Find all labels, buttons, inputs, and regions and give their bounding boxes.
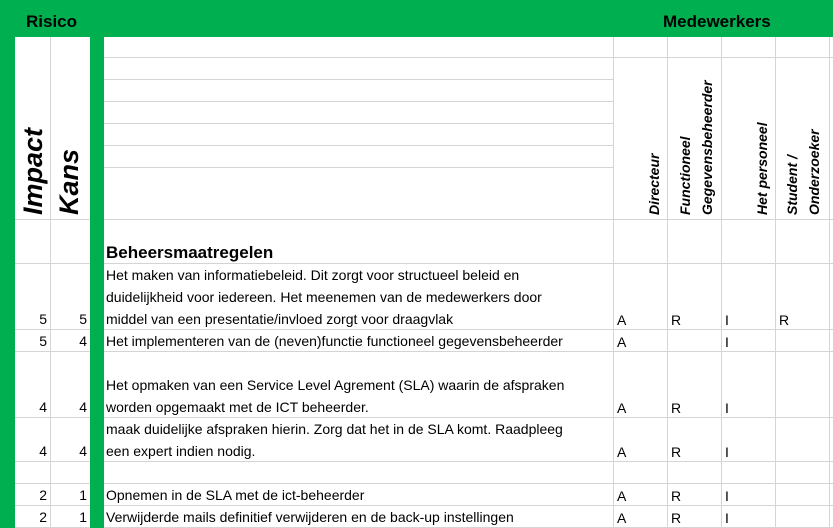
kans-value: 1: [79, 487, 87, 503]
role-header-student: Student /: [784, 155, 800, 215]
raci-functioneel: R: [671, 488, 682, 504]
impact-value: 2: [39, 509, 47, 525]
raci-personeel: I: [725, 334, 729, 350]
section-title: Beheersmaatregelen: [106, 243, 274, 262]
impact-value: 4: [39, 399, 47, 415]
raci-directeur: A: [617, 400, 627, 416]
measure-text-line: maak duidelijke afspraken hierin. Zorg dat het in de SLA komt. Raadpleeg: [106, 421, 563, 437]
measure-text-line: worden opgemaakt met de ICT beheerder.: [106, 399, 369, 415]
measure-text-line: Verwijderde mails definitief verwijderen en de back-up instellingen: [106, 509, 514, 525]
measure-text-line: een expert indien nodig.: [106, 443, 256, 459]
kans-value: 1: [79, 509, 87, 525]
measure-text-line: Het maken van informatiebeleid. Dit zorgt voor structueel beleid en: [106, 267, 520, 283]
impact-value: 5: [39, 311, 47, 327]
kans-value: 4: [79, 333, 87, 349]
measure-text-line: Opnemen in de SLA met de ict-beheerder: [106, 487, 365, 503]
impact-value: 4: [39, 443, 47, 459]
measure-text-line: Het implementeren van de (neven)functie functioneel gegevensbeheerder: [106, 333, 563, 349]
role-header-functioneel: Functioneel: [677, 136, 693, 215]
impact-header: Impact: [18, 127, 48, 215]
raci-directeur: A: [617, 488, 627, 504]
kans-value: 4: [79, 443, 87, 459]
raci-directeur: A: [617, 510, 627, 526]
impact-value: 2: [39, 487, 47, 503]
raci-directeur: A: [617, 312, 627, 328]
left-green-bar: [0, 37, 15, 528]
raci-directeur: A: [617, 444, 627, 460]
raci-functioneel: R: [671, 312, 682, 328]
raci-functioneel: R: [671, 444, 682, 460]
role-header-personeel: Het personeel: [754, 122, 770, 215]
risico-header: Risico: [26, 12, 78, 31]
kans-value: 4: [79, 399, 87, 415]
raci-student: R: [779, 312, 790, 328]
measure-text-line: middel van een presentatie/invloed zorgt voor draagvlak: [106, 311, 454, 327]
raci-personeel: I: [725, 488, 729, 504]
role-header-directeur: Directeur: [646, 153, 662, 215]
medewerkers-header: Medewerkers: [663, 12, 771, 31]
impact-value: 5: [39, 333, 47, 349]
role-header-functioneel-line2: Gegevensbeheerder: [699, 80, 715, 215]
middle-green-bar: [90, 37, 104, 528]
role-header-student-line2: Onderzoeker: [806, 129, 822, 215]
measure-text-line: Het opmaken van een Service Level Agrement (SLA) waarin de afspraken: [106, 377, 565, 393]
raci-personeel: I: [725, 444, 729, 460]
kans-value: 5: [79, 311, 87, 327]
raci-functioneel: R: [671, 400, 682, 416]
raci-functioneel: R: [671, 510, 682, 526]
raci-directeur: A: [617, 334, 627, 350]
raci-personeel: I: [725, 510, 729, 526]
kans-header: Kans: [54, 148, 84, 215]
raci-personeel: I: [725, 312, 729, 328]
measure-text-line: duidelijkheid voor iedereen. Het meenemen van de medewerkers door: [106, 289, 542, 305]
raci-personeel: I: [725, 400, 729, 416]
